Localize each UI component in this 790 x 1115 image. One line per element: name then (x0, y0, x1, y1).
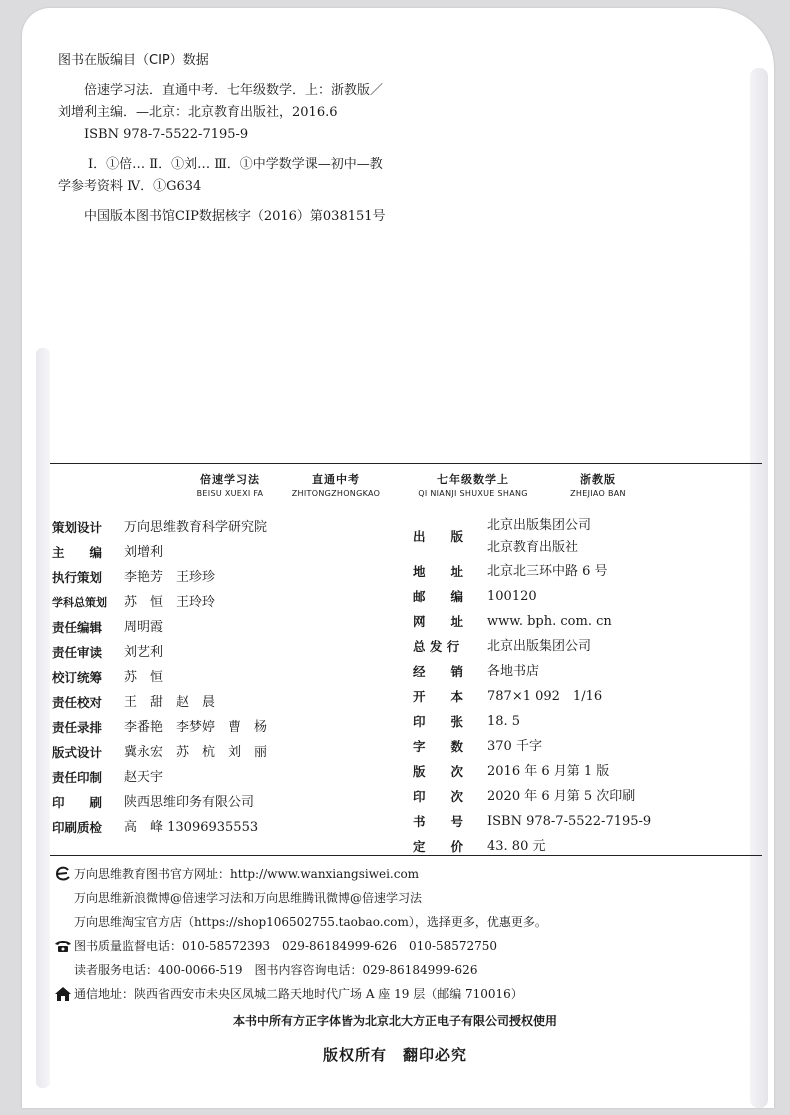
credit-value: 赵天宇 (124, 770, 164, 785)
credits-list (52, 515, 372, 840)
credit-value: 冀永宏 苏 杭 刘 丽 (124, 745, 268, 760)
copyright-notice: 版权所有 翻印必究 (322, 1046, 467, 1064)
contact-row (52, 910, 752, 934)
credit-value: 李番艳 李梦婷 曹 杨 (124, 720, 268, 735)
info-value: 787×1 092 1/16 (487, 689, 603, 704)
credit-row (52, 765, 372, 790)
series-title-cn: 直通中考 (312, 473, 360, 486)
credit-label: 印 刷 (52, 795, 103, 810)
info-label: 网 址 (413, 614, 464, 629)
series-title (558, 471, 638, 498)
info-value: 北京北三环中路 6 号 (487, 564, 608, 579)
credit-label: 责任录排 (52, 720, 103, 735)
credit-value: 王 甜 赵 晨 (124, 695, 216, 710)
series-title-cn: 浙教版 (580, 473, 616, 486)
cip-line: 学参考资料 Ⅳ．①G634 (58, 179, 202, 194)
info-value: 18. 5 (487, 714, 521, 729)
info-row (413, 709, 773, 734)
contact-footer (52, 862, 752, 1006)
phone-icon (52, 939, 74, 953)
info-row (413, 609, 773, 634)
series-title-pinyin: BEISU XUEXI FA (196, 489, 264, 498)
cip-line: 倍速学习法．直通中考．七年级数学．上：浙教版／ (84, 83, 384, 98)
series-title-cn: 七年级数学上 (437, 473, 509, 486)
contact-row (52, 934, 752, 958)
taobao-text: 万向思维淘宝官方店（https://shop106502755.taobao.com），选择更多，优惠更多。 (74, 915, 547, 929)
info-label: 出 版 (413, 529, 464, 544)
cip-header: 图书在版编目（CIP）数据 (58, 53, 209, 68)
info-label: 开 本 (413, 689, 464, 704)
info-value: 100120 (487, 589, 537, 604)
publisher-row (413, 515, 773, 559)
info-row (413, 784, 773, 809)
credit-label: 版式设计 (52, 745, 103, 760)
info-label: 经 销 (413, 664, 464, 679)
cip-line: 刘增利主编．—北京：北京教育出版社，2016.6 (58, 105, 338, 120)
credit-label: 主 编 (52, 545, 103, 560)
credit-row (52, 715, 372, 740)
divider-top (50, 463, 762, 464)
home-icon (52, 986, 74, 1002)
credit-row (52, 640, 372, 665)
publisher-name: 北京出版集团公司 (487, 518, 592, 533)
credit-row (52, 790, 372, 815)
cip-line: 中国版本图书馆CIP数据核字（2016）第038151号 (84, 209, 386, 224)
series-title-cn: 倍速学习法 (200, 473, 260, 486)
credit-row (52, 615, 372, 640)
info-label: 地 址 (413, 564, 464, 579)
cip-line: ISBN 978-7-5522-7195-9 (84, 127, 249, 142)
publisher-name: 北京教育出版社 (487, 540, 579, 555)
credit-label: 策划设计 (52, 520, 103, 535)
credit-value: 周明霞 (124, 620, 164, 635)
credit-row (52, 590, 372, 615)
info-value: ISBN 978-7-5522-7195-9 (487, 814, 652, 829)
info-label: 邮 编 (413, 589, 464, 604)
weibo-text: 万向思维新浪微博@倍速学习法和万向思维腾讯微博@倍速学习法 (74, 891, 423, 905)
credit-label: 责任审读 (52, 645, 103, 660)
credit-label: 责任印制 (52, 770, 103, 785)
info-value: 北京出版集团公司 (487, 639, 592, 654)
info-label: 印 张 (413, 714, 464, 729)
phone-text: 图书质量监督电话：010-58572393 029-86184999-626 010-58572750 (74, 939, 498, 953)
series-title (185, 471, 275, 498)
info-row (413, 659, 773, 684)
e-icon (52, 866, 74, 882)
info-label: 字 数 (413, 739, 464, 754)
credit-row (52, 740, 372, 765)
credit-label: 执行策划 (52, 570, 103, 585)
credit-value: 陕西思维印务有限公司 (124, 795, 255, 810)
cip-line: Ⅰ．①倍… Ⅱ．①刘… Ⅲ．①中学数学课—初中—教 (88, 157, 383, 172)
contact-row (52, 958, 752, 982)
info-row (413, 809, 773, 834)
contact-row (52, 886, 752, 910)
series-title (412, 471, 534, 498)
info-value: www. bph. com. cn (487, 614, 612, 629)
credit-row (52, 515, 372, 540)
info-label: 印 次 (413, 789, 464, 804)
info-label: 版 次 (413, 764, 464, 779)
credit-row (52, 690, 372, 715)
contact-row (52, 862, 752, 886)
info-row (413, 734, 773, 759)
contact-row (52, 982, 752, 1006)
credit-value: 高 峰 13096935553 (124, 820, 259, 835)
page-edge-left (36, 348, 50, 1088)
series-title-pinyin: QI NIANJI SHUXUE SHANG (418, 489, 528, 498)
credit-label: 印刷质检 (52, 820, 103, 835)
info-label: 定 价 (413, 839, 464, 854)
info-value: 2020 年 6 月第 5 次印刷 (487, 789, 636, 804)
credit-row (52, 540, 372, 565)
cip-block (58, 50, 658, 228)
series-title-pinyin: ZHITONGZHONGKAO (291, 489, 381, 498)
credit-label: 责任校对 (52, 695, 103, 710)
publication-info (413, 515, 773, 859)
divider-bottom (50, 855, 762, 856)
credit-value: 李艳芳 王珍珍 (124, 570, 216, 585)
credit-row (52, 565, 372, 590)
credit-value: 刘增利 (124, 545, 164, 560)
info-row (413, 584, 773, 609)
service-phone-text: 读者服务电话：400-0066-519 图书内容咨询电话：029-86184999-626 (74, 963, 478, 977)
credit-value: 刘艺利 (124, 645, 164, 660)
info-row (413, 634, 773, 659)
credit-label: 学科总策划 (52, 596, 107, 609)
info-label: 书 号 (413, 814, 464, 829)
info-row (413, 559, 773, 584)
credit-label: 校订统筹 (52, 670, 103, 685)
website-text: 万向思维教育图书官方网址：http://www.wanxiangsiwei.com (74, 867, 420, 881)
info-value: 370 千字 (487, 739, 542, 754)
info-label: 总 发 行 (413, 639, 460, 654)
info-value: 各地书店 (487, 664, 540, 679)
credit-value: 苏 恒 王玲玲 (124, 595, 216, 610)
info-value: 43. 80 元 (487, 839, 546, 854)
credit-row (52, 815, 372, 840)
credit-label: 责任编辑 (52, 620, 103, 635)
series-title-pinyin: ZHEJIAO BAN (570, 489, 626, 498)
credit-value: 万向思维教育科学研究院 (124, 520, 268, 535)
series-titles (0, 471, 790, 511)
info-row (413, 759, 773, 784)
series-title (288, 471, 384, 498)
font-license-notice: 本书中所有方正字体皆为北京北大方正电子有限公司授权使用 (232, 1014, 557, 1028)
info-value: 2016 年 6 月第 1 版 (487, 764, 610, 779)
credit-value: 苏 恒 (124, 670, 164, 685)
address-text: 通信地址：陕西省西安市未央区凤城二路天地时代广场 A 座 19 层（邮编 710016） (74, 987, 523, 1001)
info-row (413, 684, 773, 709)
credit-row (52, 665, 372, 690)
